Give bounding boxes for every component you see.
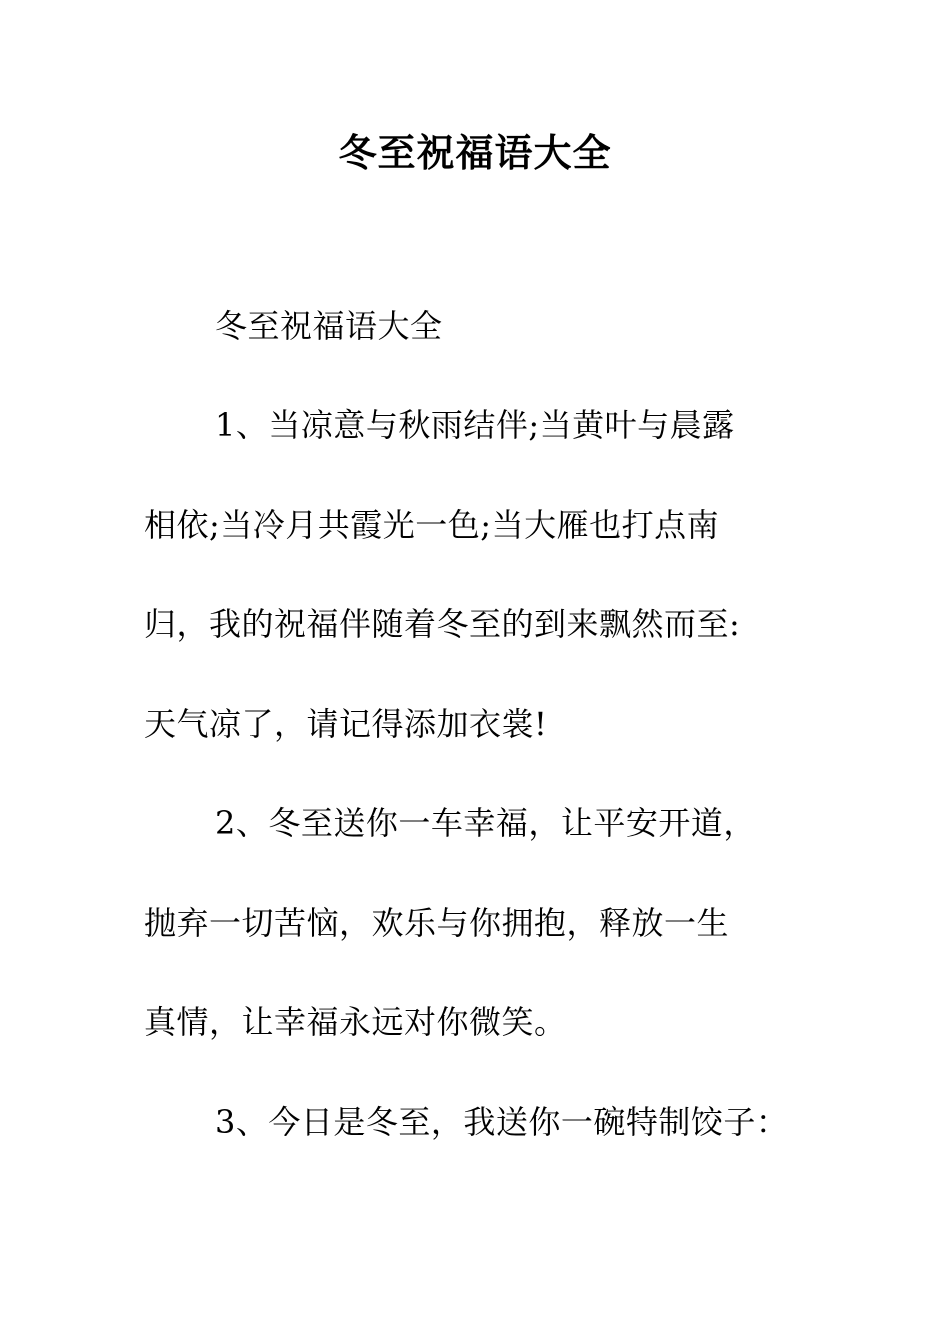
paragraph-line: 归，我的祝福伴随着冬至的到来飘然而至: <box>144 605 741 643</box>
subtitle-line: 冬至祝福语大全 <box>215 307 443 345</box>
paragraph-line: 真情，让幸福永远对你微笑。 <box>144 1003 567 1041</box>
paragraph-line: 相依;当冷月共霞光一色;当大雁也打点南 <box>144 506 720 544</box>
paragraph-line: 抛弃一切苦恼，欢乐与你拥抱，释放一生 <box>144 904 730 942</box>
paragraph-line: 3、今日是冬至，我送你一碗特制饺子： <box>215 1103 789 1141</box>
paragraph-line: 1、当凉意与秋雨结伴;当黄叶与晨露 <box>215 406 735 444</box>
document-title: 冬至祝福语大全 <box>338 131 612 175</box>
paragraph-line: 2、冬至送你一车幸福，让平安开道， <box>215 804 756 842</box>
paragraph-line: 天气凉了，请记得添加衣裳! <box>144 705 548 743</box>
